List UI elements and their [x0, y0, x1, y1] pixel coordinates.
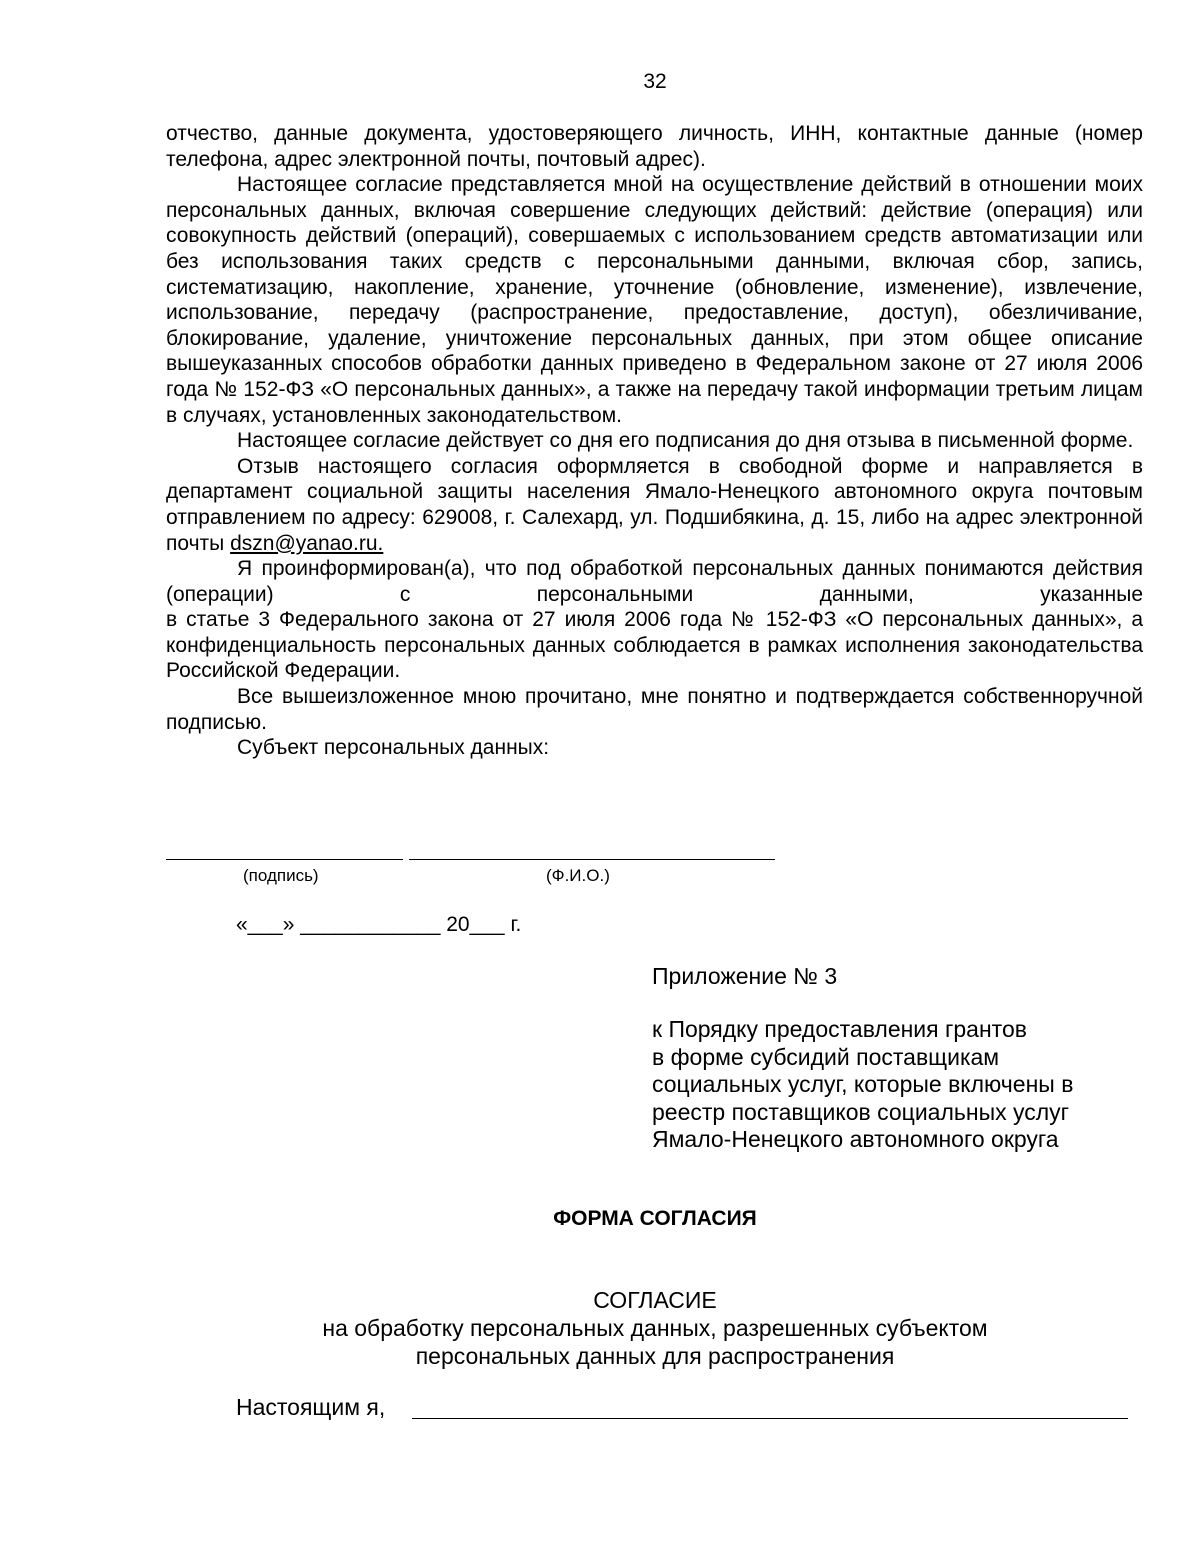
- signature-caption: (подпись): [243, 866, 319, 885]
- appendix-line: социальных услуг, которые включены в: [652, 1071, 1074, 1097]
- full-name-caption: (Ф.И.О.): [546, 866, 610, 885]
- form-title: ФОРМА СОГЛАСИЯ: [553, 1207, 757, 1230]
- paragraph-informed-continuation: в статье 3 Федерального закона от 27 июля 2006 года № 152-ФЗ «О персональных данных», а конфиденциальность персональных данных соблюдается в рамках исполнения законодательства Российской Федерации.: [166, 608, 1143, 683]
- paragraph-confirmation: Все вышеизложенное мною прочитано, мне понятно и подтверждается собственноручной подписью.: [166, 685, 1143, 734]
- email-link[interactable]: dszn@yanao.ru.: [230, 531, 384, 555]
- full-name-line: [409, 859, 775, 860]
- revocation-text: Отзыв настоящего согласия оформляется в свободной форме и направляется в департамент социальной защиты населения Ямало-Ненецкого автономного округа почтовым отправлением по адресу: 629008, г. Салехард, ул. Подшибякина, д. 15, либо на адрес электронной почты: [166, 454, 1143, 555]
- paragraph-informed: Я проинформирован(а), что под обработкой персональных данных понимаются действия (операции) с персональными данными, указанные: [166, 557, 1143, 606]
- appendix-body: [652, 1016, 1172, 1154]
- hereby-label: Настоящим я,: [236, 1394, 386, 1420]
- consent-subtitle-line2: персональных данных для распространения: [415, 1343, 895, 1369]
- appendix-line: реестр поставщиков социальных услуг: [652, 1098, 1070, 1125]
- date-line: «___» ____________ 20___ г.: [236, 913, 522, 936]
- page-number: 32: [643, 70, 667, 93]
- paragraph-validity: Настоящее согласие действует со дня его подписания до дня отзыва в письменной форме.: [237, 429, 1134, 453]
- signature-line: [166, 859, 403, 860]
- body-text: [166, 121, 1143, 761]
- paragraph-subject: Субъект персональных данных:: [237, 736, 550, 760]
- paragraph-continuation: отчество, данные документа, удостоверяющего личность, ИНН, контактные данные (номер телефона, адрес электронной почты, почтовый адрес).: [166, 122, 1143, 171]
- appendix-line: Ямало-Ненецкого автономного округа: [652, 1126, 1059, 1152]
- consent-subtitle-line1: на обработку персональных данных, разрешенных субъектом: [322, 1315, 988, 1341]
- paragraph-processing-actions: Настоящее согласие представляется мной на осуществление действий в отношении моих персональных данных, включая совершение следующих действий: действие (операция) или совокупность действий (операций), совершаемых с использованием средств автоматизации или без использования таких средств с персональными данными, включая сбор, запись, систематизацию, накопление, хранение, уточнение (обновление, изменение), извлечение, использование, передачу (распространение, предоставление, доступ), обезличивание, блокирование, удаление, уничтожение персональных данных, при этом общее описание вышеуказанных способов обработки данных приведено в Федеральном законе от 27 июля 2006 года № 152-ФЗ «О персональных данных», а также на передачу такой информации третьим лицам в случаях, установленных законодательством.: [166, 173, 1143, 427]
- consent-heading: [0, 1286, 1200, 1370]
- appendix-title: Приложение № 3: [652, 963, 838, 989]
- hereby-fill-line[interactable]: [412, 1418, 1128, 1419]
- consent-title: СОГЛАСИЕ: [593, 1287, 717, 1313]
- paragraph-revocation: [166, 454, 1143, 556]
- appendix-line: в форме субсидий поставщикам: [652, 1043, 1000, 1070]
- appendix-line: к Порядку предоставления грантов: [652, 1016, 1027, 1042]
